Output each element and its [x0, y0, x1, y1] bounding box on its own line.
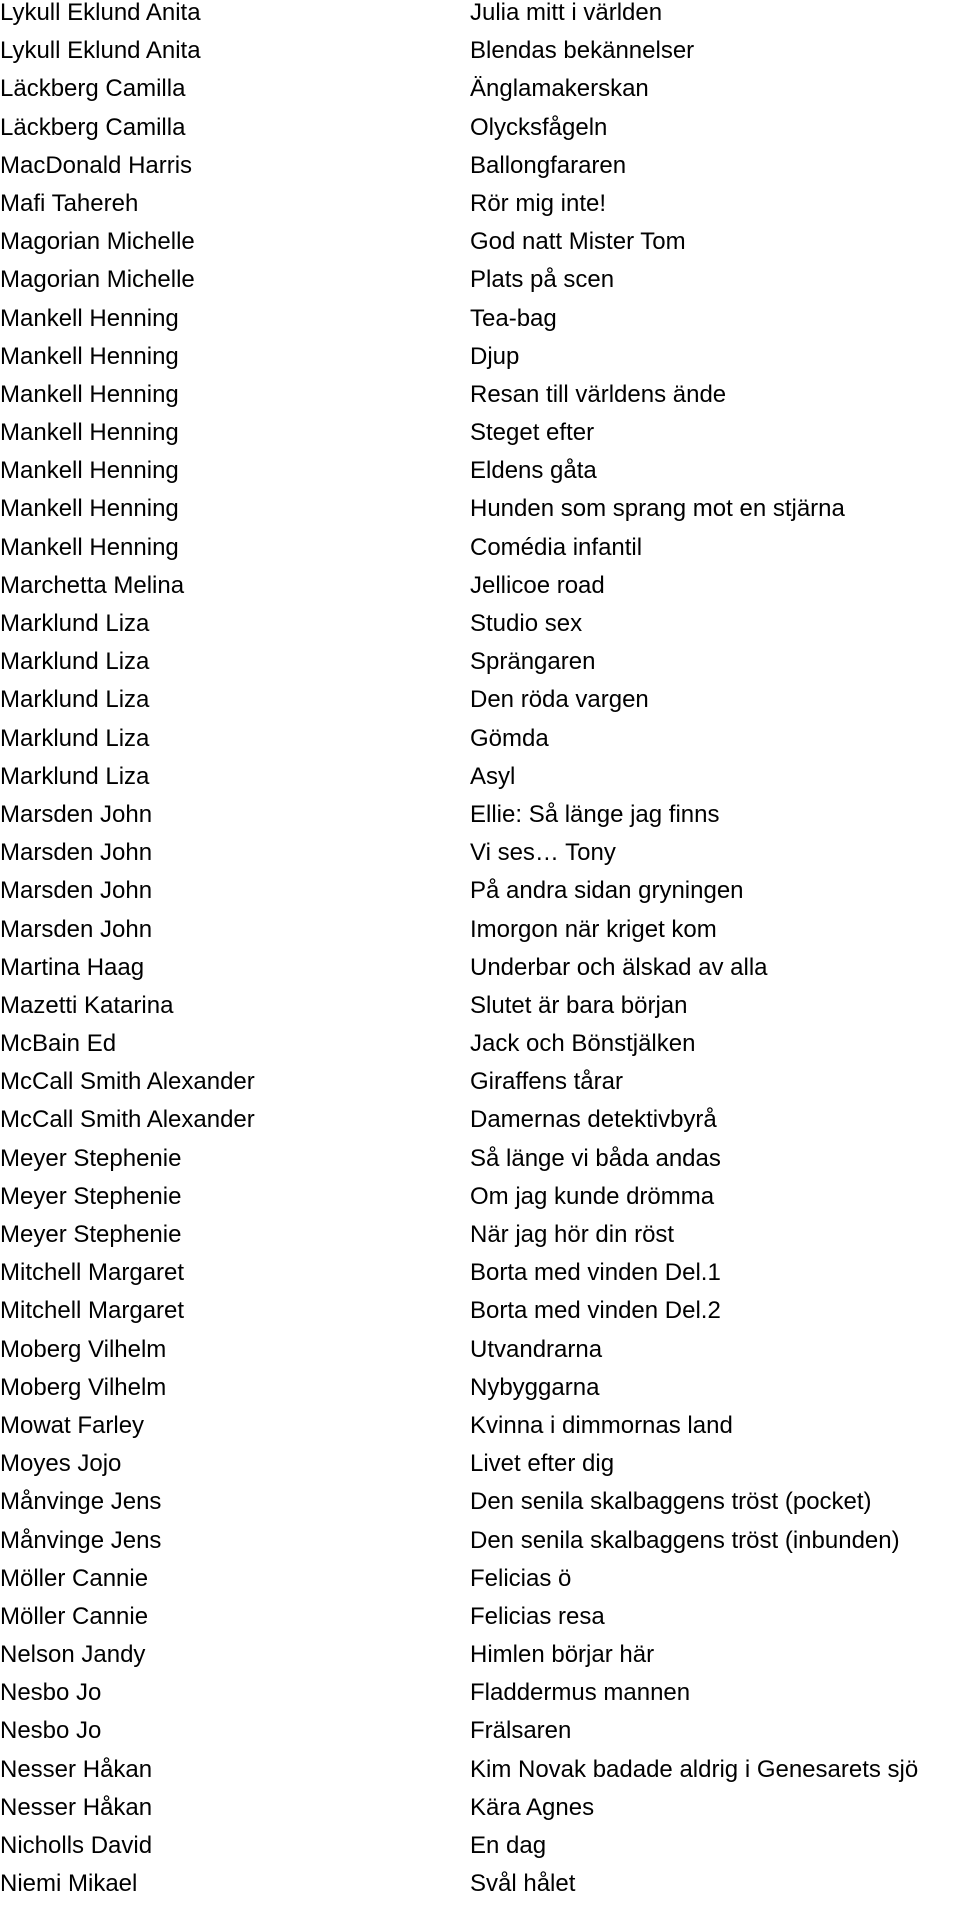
book-row — [0, 1489, 960, 1527]
book-title: Fladdermus mannen — [470, 1680, 691, 1707]
book-title: Jack och Bönstjälken — [470, 1031, 696, 1058]
book-title: Kim Novak badade aldrig i Genesarets sjö — [470, 1756, 919, 1783]
author-name: Mitchell Margaret — [0, 1298, 185, 1325]
book-row — [0, 1031, 960, 1069]
book-title: Felicias resa — [470, 1603, 605, 1630]
book-title: Felicias ö — [470, 1565, 572, 1592]
author-name: McBain Ed — [0, 1031, 117, 1058]
book-row — [0, 1871, 960, 1909]
book-row — [0, 1528, 960, 1566]
author-name: Marsden John — [0, 801, 153, 828]
book-title: Änglamakerskan — [470, 76, 649, 103]
author-name: Nelson Jandy — [0, 1642, 146, 1669]
book-title: Livet efter dig — [470, 1451, 615, 1478]
author-name: Mankell Henning — [0, 496, 179, 523]
book-title: Den senila skalbaggens tröst (pocket) — [470, 1489, 872, 1516]
author-name: Marsden John — [0, 916, 153, 943]
book-title: Ellie: Så länge jag finns — [470, 801, 720, 828]
author-name: Magorian Michelle — [0, 267, 195, 294]
book-row — [0, 993, 960, 1031]
book-title: Giraffens tårar — [470, 1069, 623, 1096]
book-title: Djup — [470, 343, 520, 370]
author-name: Marklund Liza — [0, 687, 150, 714]
author-name: Marsden John — [0, 878, 153, 905]
book-title: Damernas detektivbyrå — [470, 1107, 717, 1134]
author-name: Mowat Farley — [0, 1412, 145, 1439]
book-row — [0, 649, 960, 687]
book-title: Utvandrarna — [470, 1336, 603, 1363]
book-row — [0, 229, 960, 267]
book-title: Blendas bekännelser — [470, 38, 695, 65]
book-title: När jag hör din röst — [470, 1222, 675, 1248]
book-row — [0, 878, 960, 916]
author-name: Läckberg Camilla — [0, 76, 186, 103]
book-row — [0, 115, 960, 153]
author-name: Månvinge Jens — [0, 1527, 162, 1554]
book-row — [0, 420, 960, 458]
author-name: Möller Cannie — [0, 1603, 149, 1630]
author-name: Niemi Mikael — [0, 1871, 138, 1898]
book-title: Rör mig inte! — [470, 190, 607, 217]
author-name: MacDonald Harris — [0, 152, 193, 179]
book-row — [0, 1069, 960, 1107]
book-title: Nybyggarna — [470, 1374, 600, 1401]
author-name: Marchetta Melina — [0, 572, 185, 599]
author-name: Meyer Stephenie — [0, 1145, 182, 1172]
book-title: Den röda vargen — [470, 687, 649, 714]
author-name: Marsden John — [0, 840, 153, 867]
book-row — [0, 1642, 960, 1680]
book-title: Steget efter — [470, 420, 595, 447]
book-title: Julia mitt i världen — [470, 0, 663, 26]
book-title: Asyl — [470, 763, 516, 790]
book-row — [0, 1604, 960, 1642]
author-name: Moberg Vilhelm — [0, 1374, 167, 1401]
author-name: Mafi Tahereh — [0, 190, 139, 217]
book-row — [0, 1260, 960, 1298]
book-row — [0, 1757, 960, 1795]
author-name: Marklund Liza — [0, 763, 150, 790]
author-name: Meyer Stephenie — [0, 1183, 182, 1210]
book-title: Slutet är bara början — [470, 992, 688, 1019]
book-title: En dag — [470, 1833, 547, 1859]
author-name: McCall Smith Alexander — [0, 1107, 255, 1134]
book-title: Eldens gåta — [470, 458, 597, 485]
book-row — [0, 267, 960, 305]
author-name: Mankell Henning — [0, 381, 179, 408]
author-name: Marklund Liza — [0, 649, 150, 676]
author-name: Nesser Håkan — [0, 1794, 153, 1821]
author-name: Möller Cannie — [0, 1565, 149, 1592]
author-name: Marklund Liza — [0, 611, 150, 637]
book-title: Ballongfararen — [470, 152, 627, 179]
book-row — [0, 1337, 960, 1375]
book-title: Kvinna i dimmornas land — [470, 1412, 733, 1439]
author-name: McCall Smith Alexander — [0, 1069, 255, 1096]
book-title: Plats på scen — [470, 267, 615, 294]
author-name: Mitchell Margaret — [0, 1260, 185, 1287]
author-name: Mankell Henning — [0, 305, 179, 332]
book-row — [0, 0, 960, 38]
book-title: Vi ses… Tony — [470, 840, 616, 867]
author-name: Nicholls David — [0, 1833, 153, 1859]
book-row — [0, 1107, 960, 1145]
book-title: Svål hålet — [470, 1871, 576, 1898]
book-title: Tea-bag — [470, 305, 557, 332]
author-name: Lykull Eklund Anita — [0, 38, 201, 65]
book-row — [0, 1451, 960, 1489]
book-row — [0, 573, 960, 611]
author-name: Mankell Henning — [0, 420, 179, 447]
author-name: Nesbo Jo — [0, 1680, 102, 1707]
author-name: Magorian Michelle — [0, 229, 195, 256]
book-title: Comédia infantil — [470, 534, 643, 561]
author-name: Moyes Jojo — [0, 1451, 122, 1478]
book-row — [0, 306, 960, 344]
author-name: Meyer Stephenie — [0, 1222, 182, 1248]
book-row — [0, 955, 960, 993]
book-title: Hunden som sprang mot en stjärna — [470, 496, 845, 523]
book-title: Resan till världens ände — [470, 381, 727, 408]
book-row — [0, 1566, 960, 1604]
book-title: Studio sex — [470, 611, 583, 637]
book-row — [0, 1718, 960, 1756]
book-title: Kära Agnes — [470, 1794, 595, 1821]
author-name: Mankell Henning — [0, 458, 179, 485]
book-row — [0, 611, 960, 649]
book-row — [0, 1375, 960, 1413]
book-row — [0, 153, 960, 191]
book-title: God natt Mister Tom — [470, 229, 686, 256]
book-title: På andra sidan gryningen — [470, 878, 744, 905]
book-row — [0, 191, 960, 229]
book-row — [0, 687, 960, 725]
author-name: Mazetti Katarina — [0, 992, 174, 1019]
author-name: Lykull Eklund Anita — [0, 0, 201, 26]
book-row — [0, 1222, 960, 1260]
author-name: Läckberg Camilla — [0, 114, 186, 141]
author-name: Månvinge Jens — [0, 1489, 162, 1516]
book-row — [0, 1680, 960, 1718]
book-row — [0, 535, 960, 573]
book-row — [0, 76, 960, 114]
book-row — [0, 764, 960, 802]
book-title: Jellicoe road — [470, 572, 605, 599]
book-title: Himlen börjar här — [470, 1642, 655, 1669]
book-row — [0, 726, 960, 764]
author-name: Mankell Henning — [0, 534, 179, 561]
book-row — [0, 1833, 960, 1871]
book-row — [0, 1413, 960, 1451]
book-title: Underbar och älskad av alla — [470, 954, 768, 981]
book-title: Så länge vi båda andas — [470, 1145, 721, 1172]
book-row — [0, 344, 960, 382]
author-name: Marklund Liza — [0, 725, 150, 752]
book-row — [0, 496, 960, 534]
book-title: Sprängaren — [470, 649, 596, 676]
book-title: Gömda — [470, 725, 549, 752]
book-row — [0, 1146, 960, 1184]
book-title: Imorgon när kriget kom — [470, 916, 717, 943]
author-name: Moberg Vilhelm — [0, 1336, 167, 1363]
book-title: Borta med vinden Del.2 — [470, 1298, 721, 1325]
author-name: Martina Haag — [0, 954, 145, 981]
book-title: Frälsaren — [470, 1718, 572, 1745]
book-title: Om jag kunde drömma — [470, 1183, 715, 1210]
book-row — [0, 382, 960, 420]
book-row — [0, 840, 960, 878]
author-name: Nesbo Jo — [0, 1718, 102, 1745]
book-row — [0, 802, 960, 840]
author-name: Nesser Håkan — [0, 1756, 153, 1783]
book-row — [0, 917, 960, 955]
book-row — [0, 1298, 960, 1336]
book-title: Den senila skalbaggens tröst (inbunden) — [470, 1527, 900, 1554]
book-title: Borta med vinden Del.1 — [470, 1260, 721, 1287]
book-row — [0, 1184, 960, 1222]
book-row — [0, 38, 960, 76]
author-name: Mankell Henning — [0, 343, 179, 370]
book-row — [0, 458, 960, 496]
book-row — [0, 1795, 960, 1833]
book-title: Olycksfågeln — [470, 114, 608, 141]
